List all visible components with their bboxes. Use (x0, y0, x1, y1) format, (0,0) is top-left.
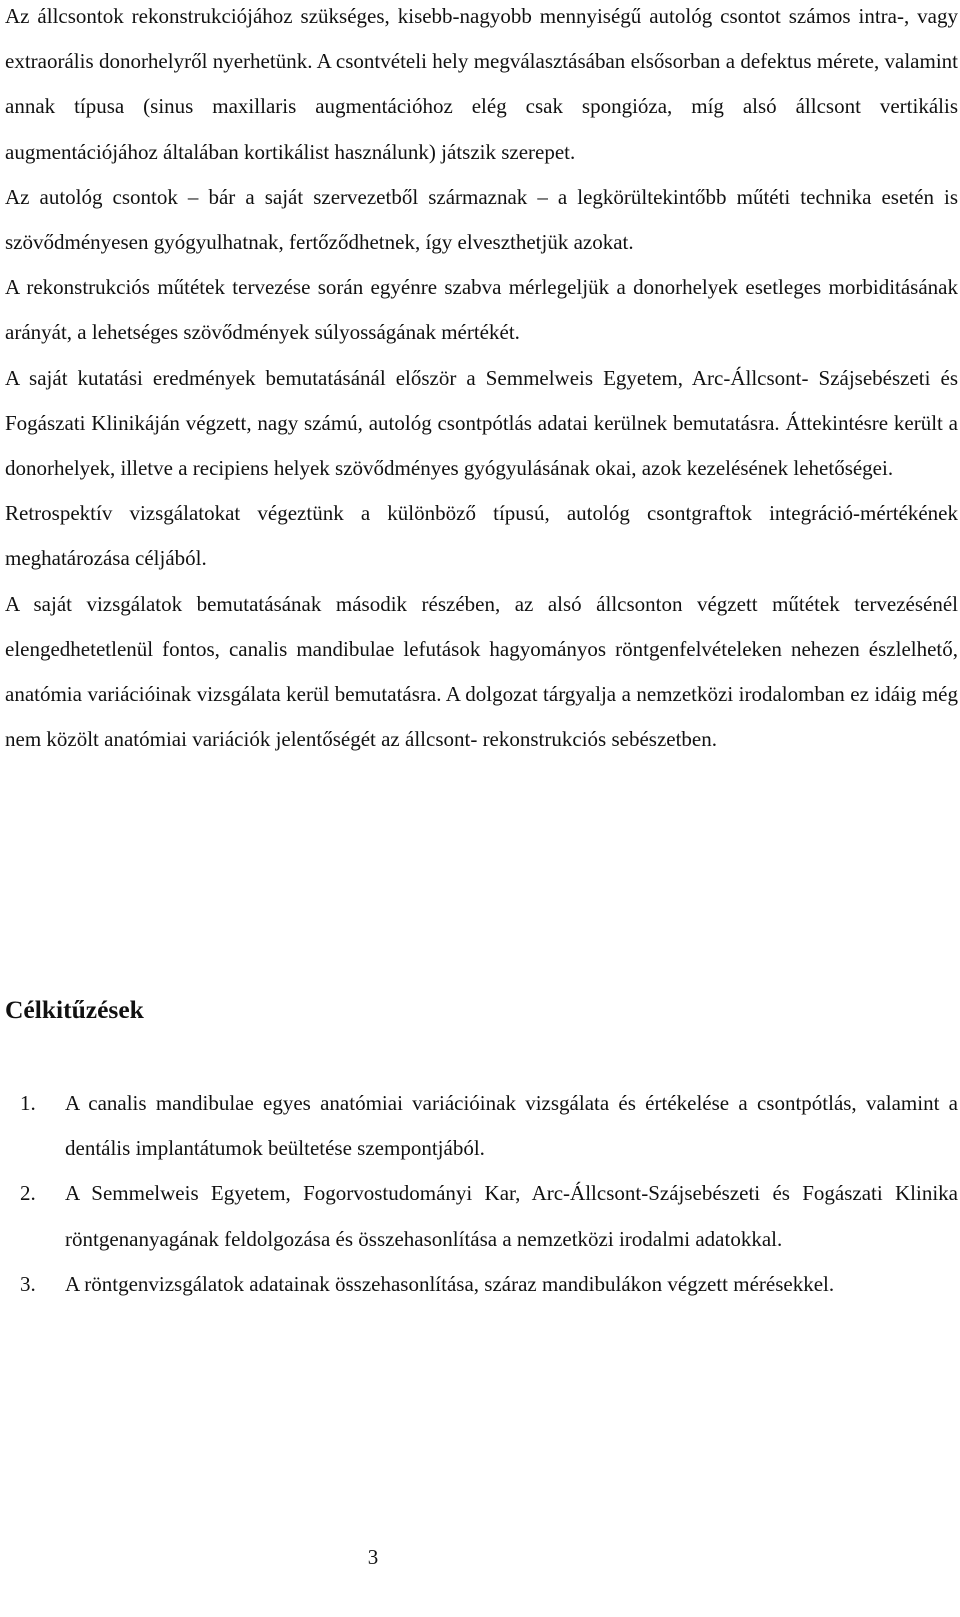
objectives-list (0, 1081, 958, 1307)
paragraph-retrospective: Retrospektív vizsgálatokat végeztünk a különböző típusú, autológ csontgraftok integráció-mértékének meghatározása céljából. (5, 501, 958, 571)
paragraph-own-results: A saját kutatási eredmények bemutatásánál először a Semmelweis Egyetem, Arc-Állcsont- Szájsebészeti és Fogászati Klinikáján végzett, nagy számú, autológ csontpótlás adatai kerülnek bemutatásra. Áttekintésre került a donorhelyek, illetve a recipiens helyek szövődményes gyógyulásának okai, azok kezelésének lehetőségei. (5, 365, 958, 481)
paragraph-autologous-complications: Az autológ csontok – bár a saját szervezetből származnak – a legkörültekintőbb műtéti technika esetén is szövődményesen gyógyulhatnak, fertőződhetnek, így elveszthetjük azokat. (5, 184, 958, 255)
objective-text: A röntgenvizsgálatok adatainak összehasonlítása, száraz mandibulákon végzett mérésekkel. (65, 1271, 835, 1296)
objective-number: 1. (20, 1091, 36, 1115)
objective-item (0, 1171, 958, 1261)
objective-item (0, 1081, 958, 1171)
page-number: 3 (367, 1545, 379, 1569)
objective-text: A Semmelweis Egyetem, Fogorvostudományi Kar, Arc-Állcsont-Szájsebészeti és Fogászati Klinika röntgenanyagának feldolgozása és összehasonlítása a nemzetközi irodalmi adatokkal. (65, 1181, 958, 1251)
objective-number: 3. (20, 1271, 36, 1296)
section-heading-objectives: Célkitűzések (5, 995, 144, 1024)
paragraph-canalis-mandibulae: A saját vizsgálatok bemutatásának második részében, az alsó állcsonton végzett műtétek tervezésénél elengedhetetlenül fontos, canalis mandibulae lefutások hagyományos röntgenfelvételeken nehezen észlelhető, anatómia variációinak vizsgálata kerül bemutatásra. A dolgozat tárgyalja a nemzetközi irodalomban ez idáig még nem közölt anatómiai variációk jelentőségét az állcsont- rekonstrukciós sebészetben. (5, 591, 958, 752)
objective-text: A canalis mandibulae egyes anatómiai variációinak vizsgálata és értékelése a csontpótlás, valamint a dentális implantátumok beültetése szempontjából. (65, 1091, 958, 1161)
objective-item (0, 1262, 958, 1307)
objective-number: 2. (20, 1181, 36, 1206)
body-text (5, 0, 958, 762)
paragraph-planning: A rekonstrukciós műtétek tervezése során egyénre szabva mérlegeljük a donorhelyek esetleges morbiditásának arányát, a lehetséges szövődmények súlyosságának mértékét. (5, 275, 958, 345)
paragraph-donor-sites: Az állcsontok rekonstrukciójához szükséges, kisebb-nagyobb mennyiségű autológ csontot számos intra-, vagy extraorális donorhelyről nyerhetünk. A csontvételi hely megválasztásában elsősorban a defektus mérete, valamint annak típusa (sinus maxillaris augmentációhoz elég csak spongióza, míg alsó állcsont vertikális augmentációjához általában kortikálist használunk) játszik szerepet. (5, 4, 958, 164)
